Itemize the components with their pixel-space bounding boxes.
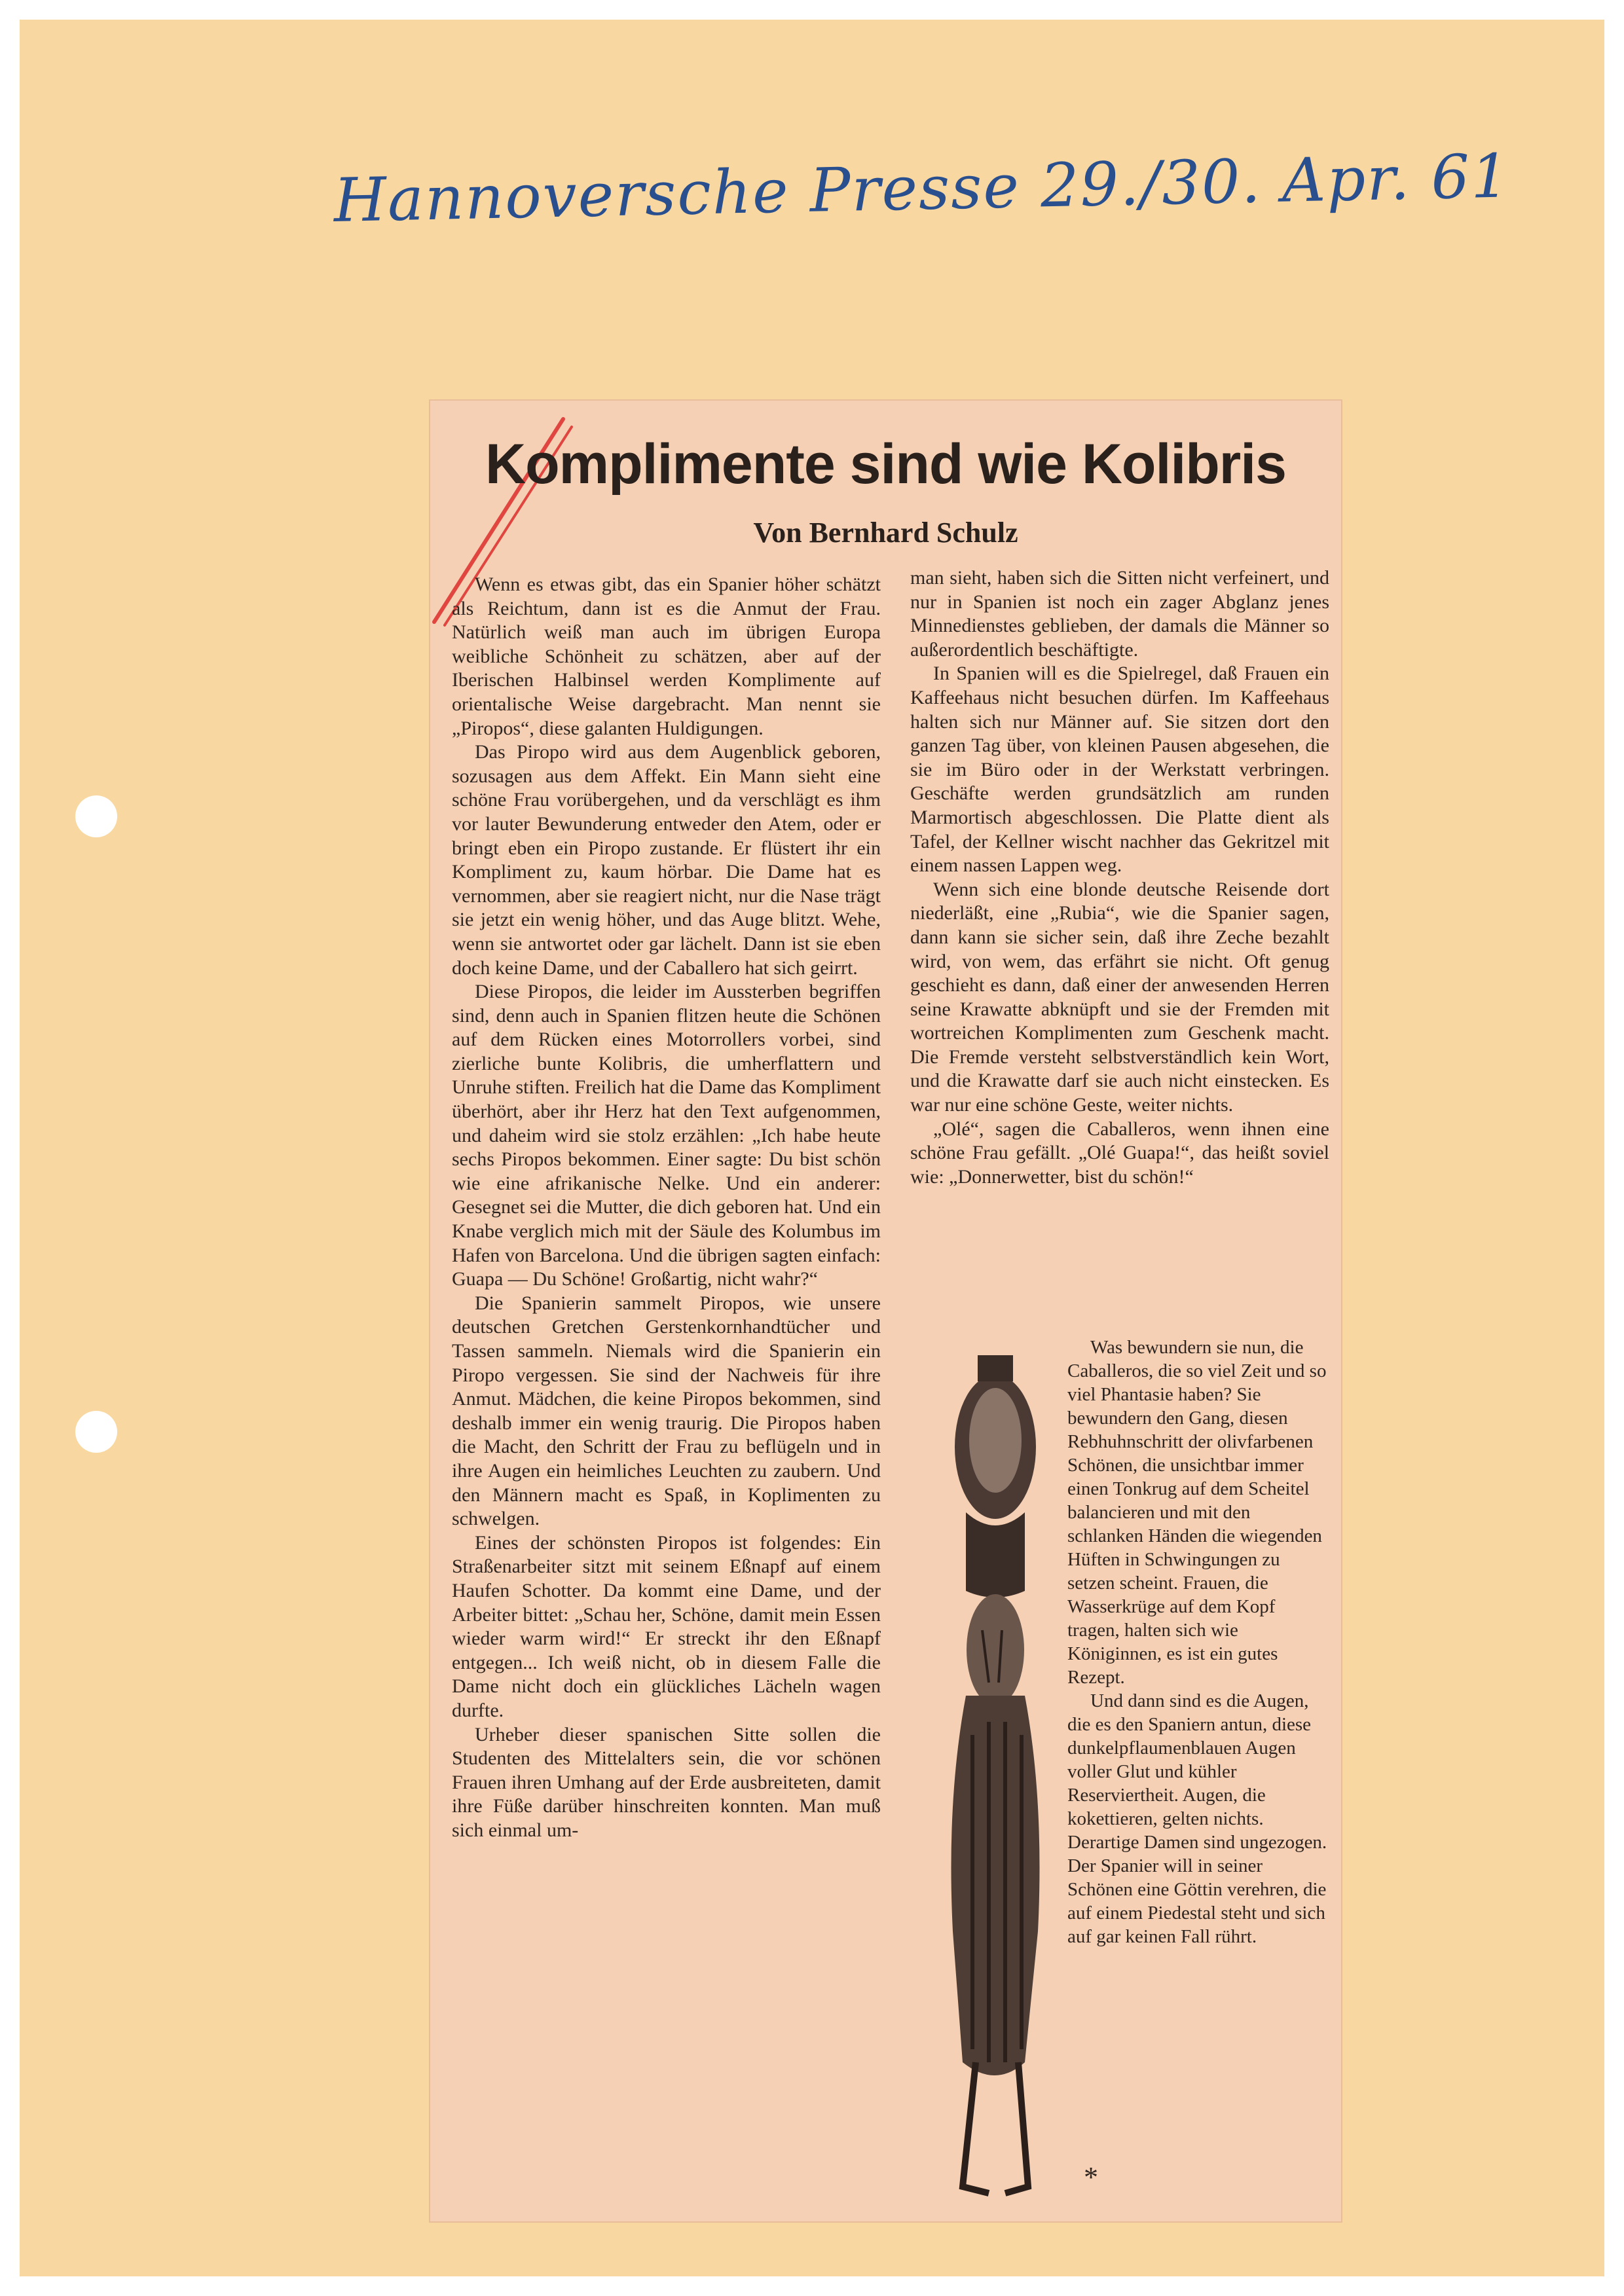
paragraph: Urheber dieser spanischen Sitte sollen die Studenten des Mittelalters sein, die vor schönen Frauen ihren Umhang auf der Erde ausbreiteten, damit ihre Füße darüber hinschreiten konnten. Man muß sich einmal um- [452, 1723, 881, 1841]
newspaper-clipping [429, 399, 1342, 2223]
paragraph: Das Piropo wird aus dem Augenblick geboren, sozusagen aus dem Affekt. Ein Mann sieht eine schöne Frau vorübergehen, und da verschlägt es ihm vor lauter Bewunderung entweder den Atem, oder er bringt eben ein Piropo zustande. Er flüstert ihr ein Kompliment zu, kaum hörbar. Die Dame hat es vernommen, aber sie reagiert nicht, nur die Nase trägt sie jetzt ein wenig höher, und das Auge blitzt. Wehe, wenn sie antwortet oder gar lächelt. Dann ist sie eben doch keine Dame, und der Caballero hat sich geirrt. [452, 741, 881, 979]
handwritten-source-note: Hannoversche Presse 29./30. Apr. 61 [333, 141, 1511, 236]
paragraph: Eines der schönsten Piropos ist folgendes: Ein Straßenarbeiter sitzt mit seinem Eßnapf auf einem Haufen Schotter. Da kommt eine Dame, und der Arbeiter bittet: „Schau her, Schöne, damit mein Essen wieder warm wird!“ Er streckt ihr den Eßnapf entgegen... Ich weiß nicht, ob in diesem Falle die Dame nicht doch ein glückliches Lächeln wagen durfte. [452, 1531, 881, 1721]
paragraph: Was bewundern sie nun, die Caballeros, die so viel Zeit und so viel Phantasie haben? Sie bewundern den Gang, diesen Rebhuhnschritt der olivfarbenen Schönen, die unsichtbar immer einen Tonkrug auf dem Scheitel balancieren und mit den schlanken Händen die wiegenden Hüften in Schwingungen zu setzen scheint. Frauen, die Wasserkrüge auf dem Kopf tragen, halten sich wie Königinnen, es ist ein gutes Rezept. [1067, 1337, 1327, 1688]
woman-with-water-jug-illustration [927, 1342, 1064, 2206]
end-mark: * [1084, 2161, 1098, 2193]
article-headline: Komplimente sind wie Kolibris [485, 433, 1286, 496]
paragraph: Und dann sind es die Augen, die es den Spaniern antun, diese dunkelpflaumenblauen Augen voller Glut und kühler Reserviertheit. Augen, die kokettieren, gelten nichts. Derartige Damen sind ungezogen. Der Spanier will in seiner Schönen eine Göttin verehren, die auf einem Piedestal steht und sich auf gar keinen Fall rührt. [1067, 1690, 1327, 1947]
paragraph: In Spanien will es die Spielregel, daß Frauen ein Kaffeehaus nicht besuchen dürfen. Im Kaffeehaus halten sich nur Männer auf. Sie sitzen dort den ganzen Tag über, von kleinen Pausen abgesehen, die sie im Büro oder in der Werkstatt verbringen. Geschäfte werden grundsätzlich am runden Marmortisch abgeschlossen. Die Platte dient als Tafel, der Kellner wischt nachher das Gekritzel mit einem nassen Lappen weg. [910, 663, 1329, 877]
paragraph: Wenn sich eine blonde deutsche Reisende dort niederläßt, eine „Rubia“, wie die Spanier sagen, dann kann sie sicher sein, daß ihre Zeche bezahlt wird, von wem, das erfährt sie nicht. Oft genug geschieht es dann, daß einer der anwesenden Herren seine Krawatte abknüpft und sie der Fremden mit wortreichen Komplimenten zum Geschenk macht. Die Fremde versteht selbstverständlich kein Wort, und die Krawatte darf sie auch nicht einstecken. Es war nur eine schöne Geste, weiter nichts. [910, 878, 1329, 1116]
paragraph: Diese Piropos, die leider im Aussterben begriffen sind, denn auch in Spanien flitzen heute die Schönen auf dem Rücken eines Motorrollers vorbei, sind zierliche bunte Kolibris, die umherflattern und Unruhe stiften. Freilich hat die Dame das Kompliment überhört, aber ihr Herz hat den Text aufgenommen, und daheim wird sie stolz erzählen: „Ich habe heute sechs Piropos bekommen. Einer sagte: Du bist schön wie eine afrikanische Nelke. Und ein anderer: Gesegnet sei die Mutter, die dich geboren hat. Und ein Knabe verglich mich mit der Säule des Kolumbus im Hafen von Barcelona. Und die übrigen sagten einfach: Guapa — Du Schöne! Großartig, nicht wahr?“ [452, 981, 881, 1290]
article-narrow-column [1067, 1336, 1329, 2147]
paragraph: Die Spanierin sammelt Piropos, wie unsere deutschen Gretchen Gerstenkornhandtücher und Tassen sammeln. Niemals wird die Spanierin ein Piropo vergessen. Sie sind der Nachweis für ihre Anmut. Mädchen, die keine Piropos bekommen, sind deshalb immer ein wenig traurig. Die Piropos haben die Macht, den Schritt der Frau zu beflügeln und in ihre Augen ein heimliches Leuchten zu zaubern. Und den Männern macht es Spaß, in Koplimenten zu schwelgen. [452, 1292, 881, 1530]
article-byline: Von Bernhard Schulz [753, 517, 1018, 549]
paragraph: Wenn es etwas gibt, das ein Spanier höher schätzt als Reichtum, dann ist es die Anmut der Frau. Natürlich weiß man auch im übrigen Europa weibliche Schönheit zu schätzen, aber auf der Iberischen Halbinsel werden Komplimente auf orientalische Weise dargebracht. Man nennt sie „Piropos“, diese galanten Huldigungen. [452, 574, 881, 739]
paragraph: „Olé“, sagen die Caballeros, wenn ihnen eine schöne Frau gefällt. „Olé Guapa!“, das heißt soviel wie: „Donnerwetter, bist du schön!“ [910, 1118, 1329, 1188]
archive-sheet [20, 20, 1604, 2276]
punch-hole-top [75, 795, 117, 837]
paragraph-continuation: man sieht, haben sich die Sitten nicht verfeinert, und nur in Spanien ist noch ein zager Abglanz jenes Minnedienstes geblieben, der damals die Männer so außerordentlich beschäftigte. [910, 567, 1329, 661]
punch-hole-bottom [75, 1411, 117, 1453]
article-right-column [910, 566, 1329, 1332]
article-left-column [452, 573, 881, 2210]
